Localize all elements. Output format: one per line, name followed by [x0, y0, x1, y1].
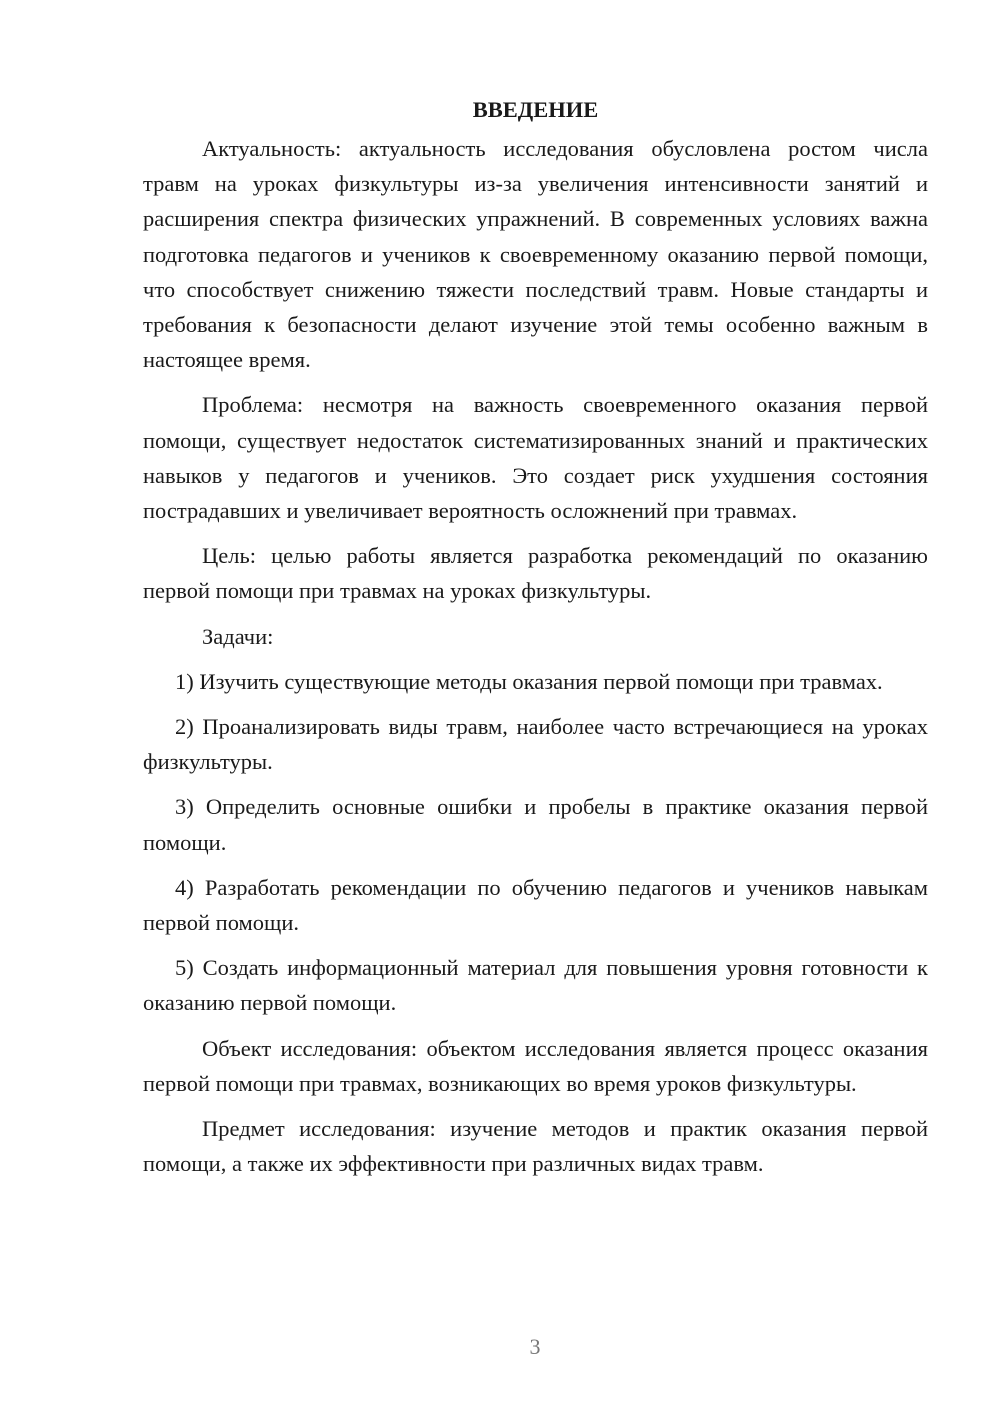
task-item: 4) Разработать рекомендации по обучению педагогов и учеников навыкам первой помощи. — [143, 874, 928, 936]
paragraph-problem: Проблема: несмотря на важность своевременного оказания первой помощи, существует недостаток систематизированных знаний и практических навыков у педагогов и учеников. Это создает риск ухудшения состояния пострадавших и увеличивает вероятность осложнений при травмах. — [143, 392, 928, 524]
task-item: 2) Проанализировать виды травм, наиболее часто встречающиеся на уроках физкультуры. — [143, 714, 928, 775]
tasks-heading: Задачи: — [202, 623, 274, 649]
page-number: 3 — [529, 1334, 541, 1359]
task-item: 5) Создать информационный материал для повышения уровня готовности к оказанию первой помощи. — [143, 955, 928, 1016]
page-title: ВВЕДЕНИЕ — [472, 97, 599, 122]
document-page — [143, 92, 928, 1181]
task-item: 1) Изучить существующие методы оказания первой помощи при травмах. — [175, 668, 883, 694]
paragraph-object: Объект исследования: объектом исследования является процесс оказания первой помощи при травмах, возникающих во время уроков физкультуры. — [143, 1035, 928, 1096]
task-item: 3) Определить основные ошибки и пробелы в практике оказания первой помощи. — [143, 794, 928, 855]
paragraph-subject: Предмет исследования: изучение методов и практик оказания первой помощи, а также их эффективности при различных видах травм. — [143, 1116, 928, 1177]
paragraph-goal: Цель: целью работы является разработка рекомендаций по оказанию первой помощи при травмах на уроках физкультуры. — [143, 543, 928, 604]
paragraph-relevance: Актуальность: актуальность исследования обусловлена ростом числа травм на уроках физкультуры из-за увеличения интенсивности занятий и расширения спектра физических упражнений. В современных условиях важна подготовка педагогов и учеников к своевременному оказанию первой помощи, что способствует снижению тяжести последствий травм. Новые стандарты и требования к безопасности делают изучение этой темы особенно важным в настоящее время. — [143, 136, 928, 373]
